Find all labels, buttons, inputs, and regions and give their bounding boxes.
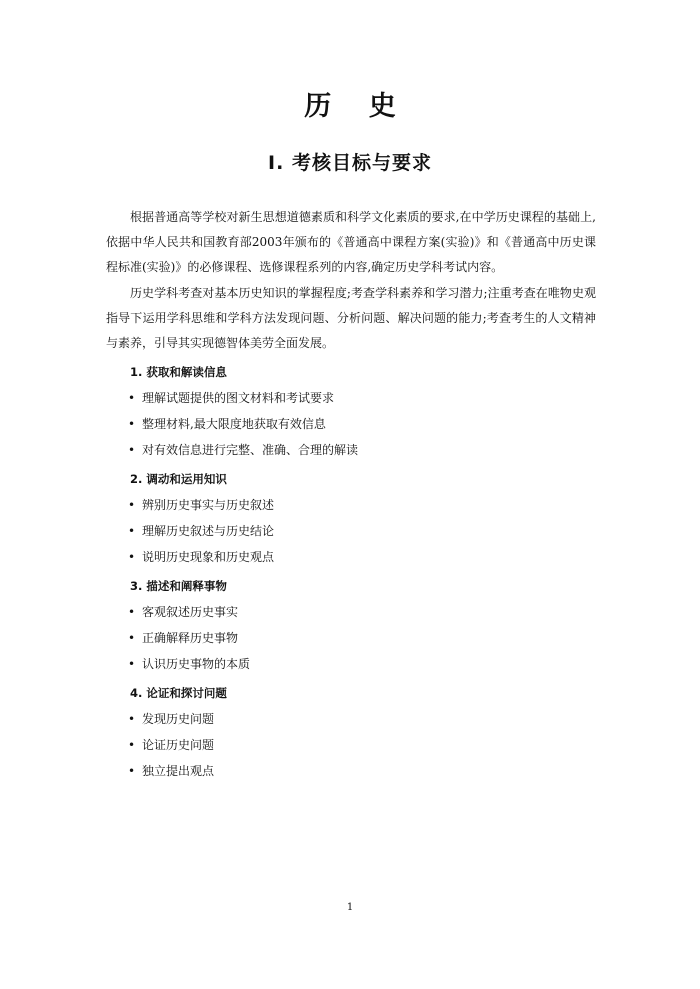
list-item-text: 辨别历史事实与历史叙述 — [142, 498, 275, 512]
page-title: 历 史 — [304, 91, 410, 122]
list-item-text: 独立提出观点 — [142, 764, 215, 778]
subsection-heading: 2. 调动和运用知识 — [130, 472, 227, 486]
list-item-text: 理解试题提供的图文材料和考试要求 — [142, 391, 335, 405]
bullet-icon: • — [128, 550, 136, 564]
list-item — [106, 706, 596, 732]
paragraph: 根据普通高等学校对新生思想道德素质和科学文化素质的要求,在中学历史课程的基础上,依据中华人民共和国教育部2003年颁布的《普通高中课程方案(实验)》和《普通高中历史课程标准(实验)》的必修课程、选修课程系列的内容,确定历史学科考试内容。 — [106, 210, 596, 274]
subsection — [106, 466, 596, 570]
paragraph: 历史学科考查对基本历史知识的掌握程度;考查学科素养和学习潜力;注重考查在唯物史观指导下运用学科思维和学科方法发现问题、分析问题、解决问题的能力;考查考生的人文精神与素养，引导其实现德智体美劳全面发展。 — [106, 286, 596, 350]
list-item — [106, 437, 596, 463]
list-item-text: 整理材料,最大限度地获取有效信息 — [142, 417, 326, 431]
subsection — [106, 680, 596, 784]
list-item — [106, 544, 596, 570]
bullet-icon: • — [128, 443, 136, 457]
subsection — [106, 359, 596, 463]
bullet-icon: • — [128, 631, 136, 645]
bullet-icon: • — [128, 498, 136, 512]
list-item — [106, 651, 596, 677]
list-item — [106, 518, 596, 544]
bullet-icon: • — [128, 764, 136, 778]
bullet-icon: • — [128, 657, 136, 671]
subsection-heading: 4. 论证和探讨问题 — [130, 686, 227, 700]
subsection-heading: 1. 获取和解读信息 — [130, 365, 227, 379]
list-item — [106, 385, 596, 411]
list-item-text: 客观叙述历史事实 — [142, 605, 239, 619]
list-item — [106, 411, 596, 437]
list-item-text: 理解历史叙述与历史结论 — [142, 524, 275, 538]
bullet-icon: • — [128, 524, 136, 538]
list-item-text: 说明历史现象和历史观点 — [142, 550, 275, 564]
subsection-heading: 3. 描述和阐释事物 — [130, 579, 227, 593]
bullet-icon: • — [128, 417, 136, 431]
section-heading: Ⅰ. 考核目标与要求 — [268, 152, 432, 174]
list-item — [106, 732, 596, 758]
bullet-icon: • — [128, 391, 136, 405]
list-item — [106, 758, 596, 784]
list-item-text: 论证历史问题 — [142, 738, 215, 752]
document-body — [106, 205, 596, 784]
list-item-text: 正确解释历史事物 — [142, 631, 239, 645]
list-item — [106, 625, 596, 651]
list-item-text: 对有效信息进行完整、准确、合理的解读 — [142, 443, 359, 457]
subsection — [106, 573, 596, 677]
list-item — [106, 492, 596, 518]
bullet-icon: • — [128, 605, 136, 619]
list-item — [106, 599, 596, 625]
bullet-icon: • — [128, 738, 136, 752]
list-item-text: 认识历史事物的本质 — [142, 657, 251, 671]
bullet-icon: • — [128, 712, 136, 726]
list-item-text: 发现历史问题 — [142, 712, 215, 726]
page-number: 1 — [346, 902, 354, 913]
